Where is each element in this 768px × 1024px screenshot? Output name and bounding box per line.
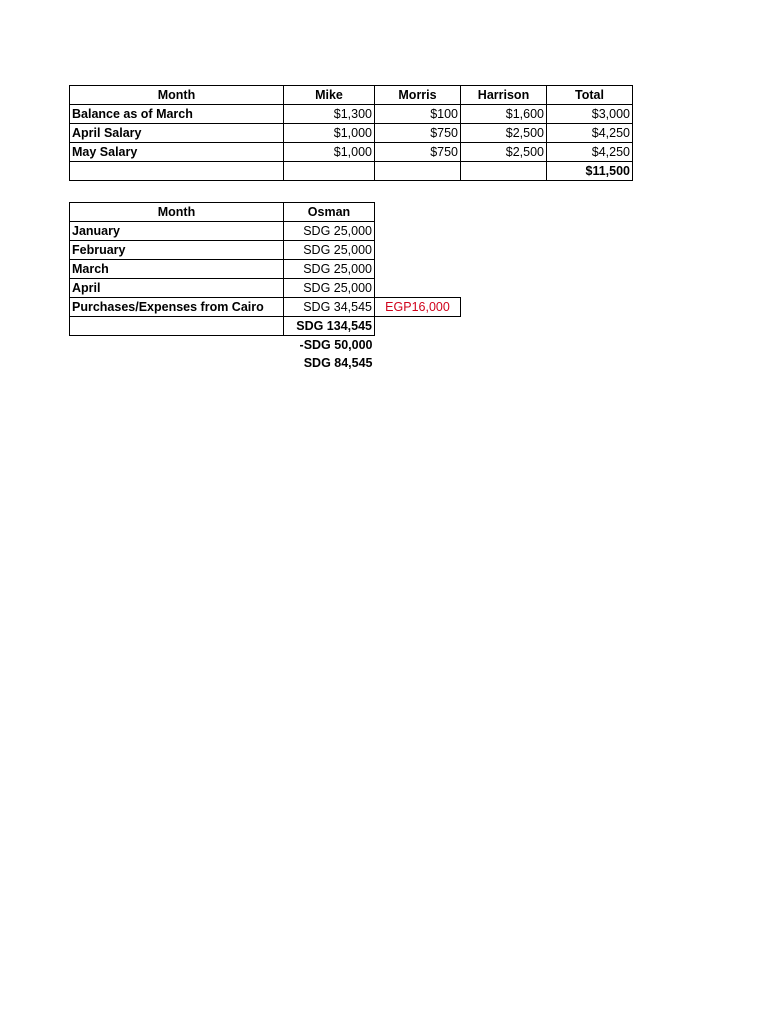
row-label: Balance as of March (70, 105, 284, 124)
empty-cell (375, 241, 461, 260)
column-header-month: Month (70, 203, 284, 222)
empty-cell (284, 162, 375, 181)
cell-total: $3,000 (547, 105, 633, 124)
column-header-morris: Morris (375, 86, 461, 105)
table-row (70, 260, 461, 279)
row-label: April (70, 279, 284, 298)
balance-row (70, 354, 461, 373)
table-row (70, 143, 633, 162)
cell-total: $4,250 (547, 143, 633, 162)
empty-cell (375, 222, 461, 241)
empty-cell (375, 317, 461, 336)
table-row (70, 298, 461, 317)
deduction-cell: -SDG 50,000 (299, 338, 373, 352)
cell-harrison: $1,600 (461, 105, 547, 124)
egp-amount-cell: EGP16,000 (375, 298, 461, 317)
column-header-total: Total (547, 86, 633, 105)
table-row (70, 241, 461, 260)
cell-osman: SDG 25,000 (284, 241, 375, 260)
empty-cell (70, 354, 284, 373)
empty-cell (375, 162, 461, 181)
table-row (70, 222, 461, 241)
cell-morris: $100 (375, 105, 461, 124)
empty-cell (461, 162, 547, 181)
empty-cell (70, 317, 284, 336)
column-header-mike: Mike (284, 86, 375, 105)
cell-morris: $750 (375, 143, 461, 162)
row-label: February (70, 241, 284, 260)
table-header-row (70, 86, 633, 105)
subtotal-cell: SDG 134,545 (284, 317, 375, 336)
cell-morris: $750 (375, 124, 461, 143)
row-label: January (70, 222, 284, 241)
cell-osman: SDG 25,000 (284, 260, 375, 279)
row-label: Purchases/Expenses from Cairo (70, 298, 284, 317)
empty-cell (375, 203, 461, 222)
table-row (70, 105, 633, 124)
column-header-month: Month (70, 86, 284, 105)
subtotal-row (70, 317, 461, 336)
table-row (70, 124, 633, 143)
empty-cell (70, 336, 284, 355)
column-header-harrison: Harrison (461, 86, 547, 105)
cell-harrison: $2,500 (461, 124, 547, 143)
table-row (70, 279, 461, 298)
cell-harrison: $2,500 (461, 143, 547, 162)
row-label: March (70, 260, 284, 279)
grand-total-row (70, 162, 633, 181)
row-label: April Salary (70, 124, 284, 143)
balance-cell: SDG 84,545 (303, 356, 373, 371)
empty-cell (375, 354, 461, 373)
cell-osman: SDG 25,000 (284, 279, 375, 298)
empty-cell (70, 162, 284, 181)
empty-cell (375, 279, 461, 298)
empty-cell (375, 260, 461, 279)
osman-table (69, 202, 461, 373)
cell-osman: SDG 34,545 (284, 298, 375, 317)
grand-total-cell: $11,500 (547, 162, 633, 181)
cell-total: $4,250 (547, 124, 633, 143)
cell-osman: SDG 25,000 (284, 222, 375, 241)
empty-cell (375, 336, 461, 355)
row-label: May Salary (70, 143, 284, 162)
salary-table (69, 85, 633, 181)
column-header-osman: Osman (284, 203, 375, 222)
deduction-row (70, 336, 461, 355)
table-header-row (70, 203, 461, 222)
cell-mike: $1,300 (284, 105, 375, 124)
cell-mike: $1,000 (284, 124, 375, 143)
cell-mike: $1,000 (284, 143, 375, 162)
